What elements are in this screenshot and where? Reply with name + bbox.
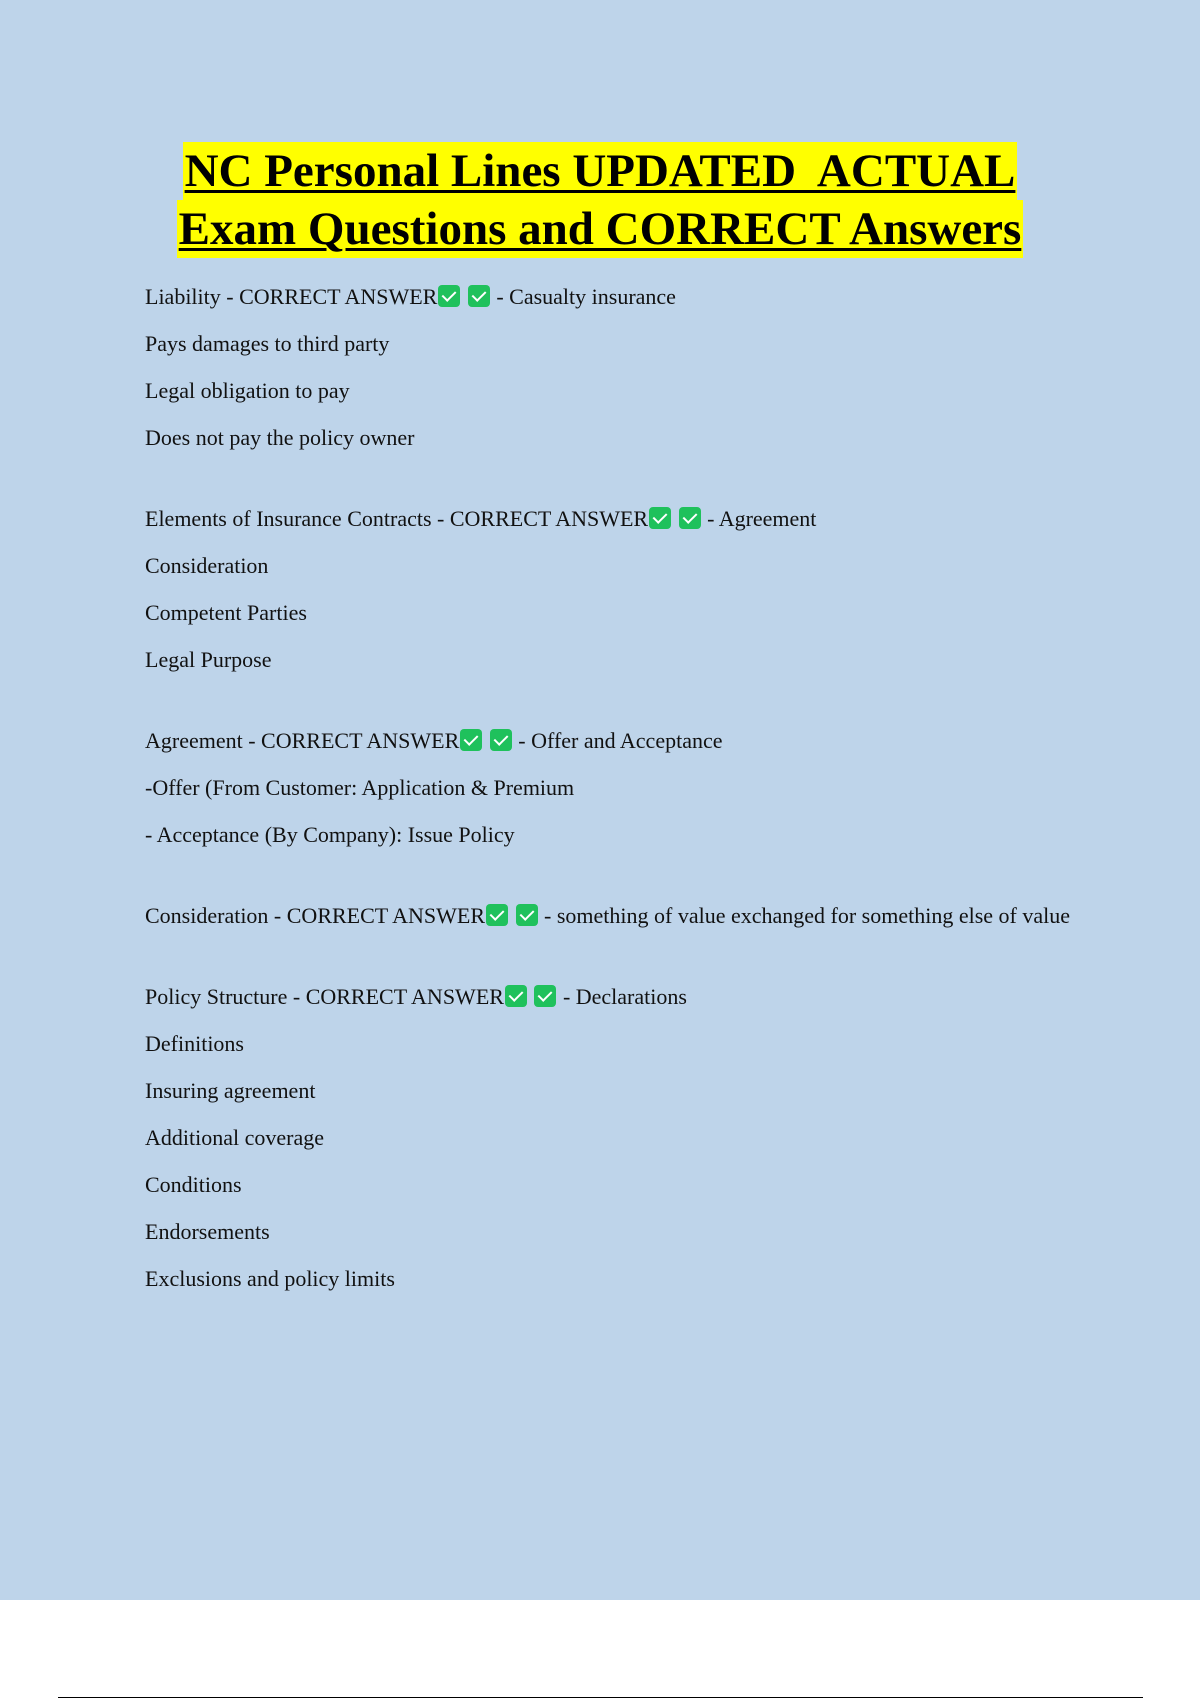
check-mark-icon xyxy=(438,285,460,307)
qa-detail: Exclusions and policy limits xyxy=(145,1266,395,1291)
qa-detail: Does not pay the policy owner xyxy=(145,425,415,450)
qa-term: Liability - CORRECT ANSWER xyxy=(145,284,438,309)
qa-detail: Conditions xyxy=(145,1172,242,1197)
qa-term: Consideration - CORRECT ANSWER xyxy=(145,903,485,928)
qa-answer: - Casualty insurance xyxy=(496,284,676,309)
title-line-2: Exam Questions and CORRECT Answers xyxy=(177,200,1024,258)
qa-detail: Legal obligation to pay xyxy=(145,378,350,403)
check-mark-icon xyxy=(486,904,508,926)
page-title xyxy=(0,142,1200,258)
qa-answer: - something of value exchanged for something else of value xyxy=(544,903,1071,928)
qa-entry xyxy=(145,503,1095,675)
qa-term: Agreement - CORRECT ANSWER xyxy=(145,728,460,753)
qa-detail: Legal Purpose xyxy=(145,647,272,672)
qa-entry xyxy=(145,900,1095,931)
qa-question-line xyxy=(145,981,1095,1012)
qa-detail: Endorsements xyxy=(145,1219,270,1244)
qa-detail: Pays damages to third party xyxy=(145,331,390,356)
qa-question-line xyxy=(145,281,1095,312)
qa-entry xyxy=(145,725,1095,850)
qa-content xyxy=(145,281,1095,1344)
qa-detail: - Acceptance (By Company): Issue Policy xyxy=(145,822,515,847)
qa-detail: Competent Parties xyxy=(145,600,307,625)
check-mark-icon xyxy=(534,985,556,1007)
qa-question-line xyxy=(145,725,1095,756)
qa-entry xyxy=(145,981,1095,1294)
qa-detail: Additional coverage xyxy=(145,1125,324,1150)
footer-divider xyxy=(58,1697,1143,1698)
check-mark-icon xyxy=(505,985,527,1007)
title-line-1: NC Personal Lines UPDATED ACTUAL xyxy=(183,142,1018,200)
qa-answer: - Agreement xyxy=(707,506,817,531)
qa-detail: Definitions xyxy=(145,1031,244,1056)
qa-answer: - Declarations xyxy=(562,984,687,1009)
qa-entry xyxy=(145,281,1095,453)
check-mark-icon xyxy=(490,729,512,751)
check-mark-icon xyxy=(468,285,490,307)
qa-detail: -Offer (From Customer: Application & Premium xyxy=(145,775,575,800)
check-mark-icon xyxy=(649,507,671,529)
check-mark-icon xyxy=(460,729,482,751)
qa-answer: - Offer and Acceptance xyxy=(518,728,723,753)
check-mark-icon xyxy=(679,507,701,529)
qa-detail: Consideration xyxy=(145,553,269,578)
check-mark-icon xyxy=(516,904,538,926)
qa-question-line xyxy=(145,503,1095,534)
qa-detail: Insuring agreement xyxy=(145,1078,316,1103)
qa-question-line xyxy=(145,900,1095,931)
qa-term: Policy Structure - CORRECT ANSWER xyxy=(145,984,504,1009)
qa-term: Elements of Insurance Contracts - CORRECT ANSWER xyxy=(145,506,649,531)
